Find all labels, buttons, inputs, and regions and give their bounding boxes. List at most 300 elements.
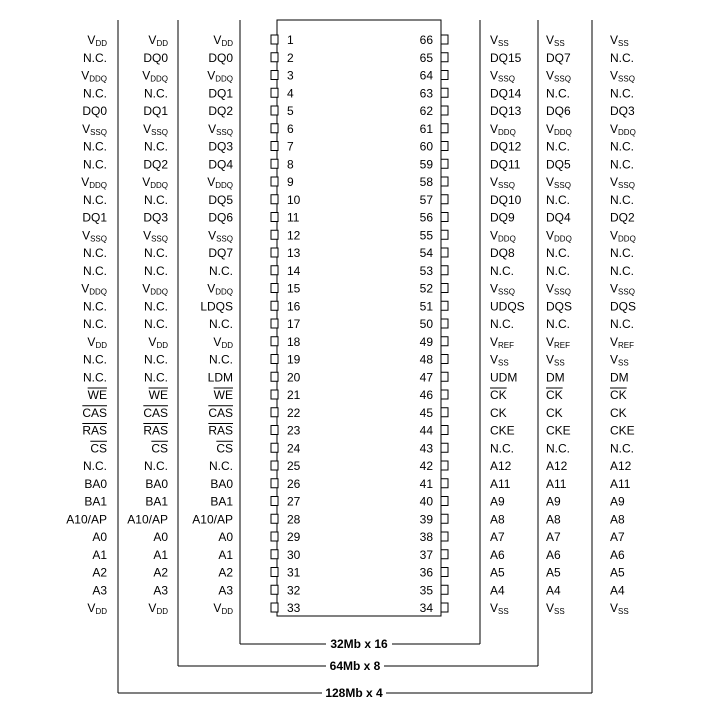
signal-x4-left: N.C.: [83, 157, 107, 172]
config-label-x8: 64Mb x 8: [329, 659, 381, 673]
signal-x4-right: VSSQ: [610, 68, 635, 84]
signal-x8-right: A6: [546, 547, 561, 562]
signal-x8-left: RAS: [143, 423, 168, 438]
pin-number-right: 46: [419, 388, 433, 402]
signal-x8-right: DQ6: [546, 104, 571, 118]
pin-number-right: 47: [419, 370, 433, 385]
signal-x16-left: BA1: [210, 494, 233, 509]
signal-x4-left: CS: [90, 441, 107, 456]
pin-marker-left: [271, 248, 278, 257]
signal-x4-left: N.C.: [83, 370, 107, 385]
signal-x16-left: DQ1: [208, 86, 233, 101]
signal-x16-left: A0: [218, 530, 233, 544]
pin-marker-left: [271, 159, 278, 168]
pin-marker-right: [441, 124, 448, 133]
signal-x16-right: A6: [490, 547, 505, 562]
signal-x8-right: N.C.: [546, 263, 570, 278]
signal-x16-right: UDQS: [490, 299, 525, 314]
pin-marker-left: [271, 390, 278, 399]
signal-x8-left: CAS: [143, 405, 168, 420]
signal-x8-left: DQ1: [143, 104, 168, 118]
signal-x16-left: VDDQ: [207, 68, 233, 84]
pin-marker-right: [441, 195, 448, 204]
pin-marker-left: [271, 284, 278, 293]
signal-x4-right: A9: [610, 494, 625, 509]
pin-marker-left: [271, 35, 278, 44]
signal-x4-left: N.C.: [83, 263, 107, 278]
signal-x4-right: VREF: [610, 334, 635, 350]
signal-x8-left: VDDQ: [142, 175, 168, 190]
signal-x16-right: VREF: [490, 334, 515, 350]
signal-x8-right: A5: [546, 565, 561, 580]
signal-x4-left: VDDQ: [81, 281, 107, 297]
signal-x8-right: VSSQ: [546, 281, 571, 297]
signal-x4-right: N.C.: [610, 139, 634, 154]
pin-marker-left: [271, 124, 278, 133]
signal-x8-left: DQ0: [143, 50, 168, 65]
signal-x16-left: DQ2: [208, 104, 233, 118]
pin-number-left: 3: [287, 68, 294, 83]
signal-x16-right: A8: [490, 512, 505, 527]
signal-x16-left: CS: [216, 441, 233, 456]
signal-x16-right: N.C.: [490, 263, 514, 278]
signal-x16-right: DQ14: [490, 86, 522, 101]
signal-x4-right: A11: [610, 476, 631, 491]
signal-x8-left: N.C.: [144, 263, 168, 278]
pin-number-right: 51: [419, 299, 433, 314]
pin-number-left: 20: [287, 370, 301, 385]
signal-x16-right: A5: [490, 565, 505, 580]
signal-x4-left: RAS: [82, 423, 107, 438]
pin-marker-right: [441, 426, 448, 435]
signal-x4-left: VDD: [87, 334, 107, 350]
signal-x8-right: VDDQ: [546, 228, 572, 244]
signal-x16-left: DQ7: [208, 246, 233, 260]
signal-x8-right: CK: [546, 405, 563, 420]
signal-x8-left: DQ2: [143, 157, 168, 172]
pin-number-right: 45: [419, 405, 433, 420]
pin-marker-right: [441, 106, 448, 115]
signal-x4-right: A8: [610, 512, 625, 527]
signal-x8-right: DQ5: [546, 157, 571, 172]
signal-x16-left: A1: [218, 547, 233, 562]
signal-x16-right: DQ15: [490, 50, 522, 65]
signal-x16-right: CKE: [490, 423, 515, 438]
signal-x4-right: N.C.: [610, 50, 634, 65]
pin-number-right: 48: [419, 352, 433, 367]
pin-number-right: 60: [419, 139, 433, 154]
pin-number-left: 24: [287, 441, 301, 456]
pin-marker-left: [271, 195, 278, 204]
pin-number-left: 18: [287, 334, 301, 349]
pin-marker-right: [441, 337, 448, 346]
signal-x8-left: WE: [148, 388, 168, 402]
signal-x16-left: N.C.: [209, 352, 233, 367]
pin-number-right: 39: [419, 512, 433, 527]
pin-number-right: 65: [419, 50, 433, 65]
signal-x8-left: BA0: [145, 476, 168, 491]
signal-x4-right: DQ3: [610, 104, 635, 118]
signal-x16-left: VDD: [213, 601, 233, 616]
signal-x4-right: CK: [610, 405, 627, 420]
pin-marker-left: [271, 355, 278, 364]
pin-marker-right: [441, 88, 448, 97]
signal-x8-right: DM: [546, 370, 565, 385]
pin-numbers: [287, 33, 433, 615]
pin-number-right: 34: [419, 601, 433, 615]
pin-number-left: 2: [287, 50, 294, 65]
pin-number-right: 59: [419, 157, 433, 172]
signal-x8-right: VSS: [546, 601, 565, 616]
signal-x4-left: A0: [92, 530, 107, 544]
signal-x16-left: LDM: [207, 370, 233, 385]
signal-x16-right: VSS: [490, 601, 509, 616]
pin-number-left: 28: [287, 512, 301, 527]
signal-x8-right: A12: [546, 459, 568, 473]
pin-number-left: 13: [287, 246, 301, 260]
pin-marker-right: [441, 585, 448, 594]
signal-x8-right: A8: [546, 512, 561, 527]
pin-number-right: 50: [419, 317, 433, 331]
pin-number-left: 19: [287, 352, 301, 367]
signal-x8-right: DQ7: [546, 50, 571, 65]
pin-number-left: 9: [287, 175, 294, 189]
signal-x8-right: VDDQ: [546, 121, 572, 137]
pin-number-left: 14: [287, 263, 301, 278]
signal-x16-right: N.C.: [490, 441, 514, 456]
signal-x8-left: N.C.: [144, 317, 168, 331]
signal-x8-right: CK: [546, 388, 563, 402]
pin-marker-left: [271, 301, 278, 310]
signal-x16-right: VSSQ: [490, 175, 515, 190]
signal-x16-left: VSSQ: [208, 121, 233, 137]
signal-x4-right: VSS: [610, 601, 629, 616]
pin-marker-left: [271, 266, 278, 275]
signal-x4-left: N.C.: [83, 50, 107, 65]
signal-x16-right: VSSQ: [490, 281, 515, 297]
signal-x16-right: VSS: [490, 33, 509, 48]
pin-number-left: 16: [287, 299, 301, 314]
signal-x4-left: N.C.: [83, 139, 107, 154]
signal-x4-right: VSSQ: [610, 281, 635, 297]
pin-number-right: 66: [419, 33, 433, 47]
signal-x8-right: DQ4: [546, 210, 571, 225]
signal-x4-left: A3: [92, 583, 107, 598]
signal-x4-right: A6: [610, 547, 625, 562]
signal-x16-left: VDDQ: [207, 281, 233, 297]
signal-x8-left: A0: [153, 530, 168, 544]
signal-x8-left: VDDQ: [142, 281, 168, 297]
pin-number-right: 35: [419, 583, 433, 598]
pin-number-right: 53: [419, 263, 433, 278]
pin-marker-right: [441, 390, 448, 399]
pin-marker-left: [271, 213, 278, 222]
signal-x8-left: N.C.: [144, 246, 168, 260]
signal-x4-left: N.C.: [83, 192, 107, 207]
signal-x8-right: A4: [546, 583, 561, 598]
signal-x8-left: N.C.: [144, 192, 168, 207]
signal-x4-right: N.C.: [610, 192, 634, 207]
pin-marker-left: [271, 497, 278, 506]
pin-marker-left: [271, 106, 278, 115]
signal-x8-left: N.C.: [144, 299, 168, 314]
signal-x16-right: DQ10: [490, 192, 522, 207]
signal-x4-left: N.C.: [83, 299, 107, 314]
signal-x8-right: N.C.: [546, 86, 570, 101]
pin-marker-left: [271, 337, 278, 346]
pin-number-left: 29: [287, 530, 301, 544]
pin-marker-right: [441, 497, 448, 506]
signal-x16-right: DQ12: [490, 139, 522, 154]
pin-marker-right: [441, 408, 448, 417]
signal-x4-left: DQ1: [82, 210, 107, 225]
pin-number-left: 25: [287, 459, 301, 473]
signal-x8-right: A7: [546, 530, 561, 544]
signal-x16-right: N.C.: [490, 317, 514, 331]
signal-x4-right: A5: [610, 565, 625, 580]
pin-number-left: 23: [287, 423, 301, 438]
signal-x16-right: VDDQ: [490, 121, 516, 137]
pin-number-right: 36: [419, 565, 433, 580]
pin-marker-right: [441, 213, 448, 222]
signal-x16-right: UDM: [490, 370, 518, 385]
pin-marker-left: [271, 88, 278, 97]
signal-x4-left: VDD: [87, 601, 107, 616]
signal-x8-right: VREF: [546, 334, 571, 350]
pin-marker-left: [271, 514, 278, 523]
pin-number-left: 17: [287, 317, 301, 331]
signal-x4-left: VSSQ: [82, 228, 107, 244]
pin-number-right: 42: [419, 459, 433, 473]
signal-x16-left: VDDQ: [207, 175, 233, 190]
signal-x16-left: WE: [213, 388, 233, 402]
pin-marker-right: [441, 230, 448, 239]
signal-x4-left: A1: [92, 547, 107, 562]
pin-marker-right: [441, 142, 448, 151]
pin-marker-right: [441, 248, 448, 257]
signal-x16-left: A2: [218, 565, 233, 580]
signal-x16-left: DQ5: [208, 192, 233, 207]
signal-x8-left: A2: [153, 565, 168, 580]
signal-x16-left: LDQS: [200, 299, 233, 314]
signal-x8-left: N.C.: [144, 139, 168, 154]
pin-marker-left: [271, 372, 278, 381]
pin-number-left: 31: [287, 565, 301, 580]
signal-x4-left: VDD: [87, 33, 107, 48]
signal-x8-left: A3: [153, 583, 168, 598]
signal-x4-left: DQ0: [82, 104, 107, 118]
signal-x8-right: N.C.: [546, 139, 570, 154]
signal-x4-left: A2: [92, 565, 107, 580]
pin-number-right: 43: [419, 441, 433, 456]
signal-x8-right: A9: [546, 494, 561, 509]
pin-number-left: 10: [287, 192, 301, 207]
signal-x8-right: VSS: [546, 33, 565, 48]
pin-marker-right: [441, 479, 448, 488]
pin-number-right: 62: [419, 104, 433, 118]
signal-x8-right: VSSQ: [546, 175, 571, 190]
signal-x8-right: CKE: [546, 423, 571, 438]
signal-x8-right: VSS: [546, 352, 565, 368]
signal-x16-left: A10/AP: [192, 512, 233, 527]
signal-x16-right: VSS: [490, 352, 509, 368]
signal-x4-right: DQ2: [610, 210, 635, 225]
pin-marker-right: [441, 159, 448, 168]
signal-x16-left: BA0: [210, 476, 233, 491]
signal-x8-left: VDD: [148, 33, 168, 48]
signal-x4-right: N.C.: [610, 317, 634, 331]
signal-x4-right: A7: [610, 530, 625, 544]
pin-number-right: 56: [419, 210, 433, 225]
pin-number-left: 1: [287, 33, 294, 47]
signal-x4-left: N.C.: [83, 86, 107, 101]
signal-x16-right: A9: [490, 494, 505, 509]
pin-number-right: 41: [419, 476, 433, 491]
pin-marker-right: [441, 372, 448, 381]
signal-x4-right: DM: [610, 370, 629, 385]
signal-x4-left: BA1: [84, 494, 107, 509]
pin-marker-left: [271, 53, 278, 62]
signal-x16-right: DQ11: [490, 157, 521, 172]
pin-marker-left: [271, 230, 278, 239]
signal-x8-left: VDD: [148, 334, 168, 350]
pin-marker-right: [441, 35, 448, 44]
signal-x4-right: VDDQ: [610, 121, 636, 137]
pin-marker-right: [441, 461, 448, 470]
signal-x4-left: VDDQ: [81, 68, 107, 84]
pin-marker-left: [271, 426, 278, 435]
signal-x16-left: N.C.: [209, 263, 233, 278]
signal-x4-right: VDDQ: [610, 228, 636, 244]
signal-x16-left: N.C.: [209, 459, 233, 473]
pin-number-left: 22: [287, 405, 301, 420]
signal-x4-right: VSS: [610, 33, 629, 48]
pin-marker-right: [441, 71, 448, 80]
signal-x16-left: DQ0: [208, 50, 233, 65]
signal-x16-right: VDDQ: [490, 228, 516, 244]
signal-x4-left: N.C.: [83, 246, 107, 260]
signal-x16-right: CK: [490, 405, 507, 420]
signal-x16-right: CK: [490, 388, 507, 402]
signal-x4-left: WE: [87, 388, 107, 402]
signal-x16-left: DQ3: [208, 139, 233, 154]
pin-number-right: 37: [419, 547, 433, 562]
signal-x16-left: RAS: [208, 423, 233, 438]
signal-x8-left: BA1: [145, 494, 168, 509]
pin-marker-left: [271, 71, 278, 80]
signal-x4-right: CK: [610, 388, 627, 402]
signal-x4-left: A10/AP: [66, 512, 107, 527]
pin-number-right: 63: [419, 86, 433, 101]
pin-number-left: 15: [287, 281, 301, 296]
signal-x4-left: VSSQ: [82, 121, 107, 137]
pin-marker-left: [271, 461, 278, 470]
pin-number-left: 8: [287, 157, 294, 172]
signal-x8-left: A10/AP: [127, 512, 168, 527]
pin-number-right: 52: [419, 281, 433, 296]
pin-marker-left: [271, 443, 278, 452]
pin-marker-left: [271, 408, 278, 417]
pin-number-right: 44: [419, 423, 433, 438]
signal-x4-right: N.C.: [610, 246, 634, 260]
pin-number-right: 61: [419, 121, 433, 136]
pin-number-left: 27: [287, 494, 301, 509]
signal-x4-right: N.C.: [610, 86, 634, 101]
signal-x16-right: DQ9: [490, 210, 515, 225]
pin-marker-left: [271, 177, 278, 186]
signal-x16-left: A3: [218, 583, 233, 598]
signal-x4-right: A12: [610, 459, 632, 473]
signal-x8-left: VDD: [148, 601, 168, 616]
signal-x8-left: VDDQ: [142, 68, 168, 84]
signal-x8-right: N.C.: [546, 441, 570, 456]
pin-marker-right: [441, 603, 448, 612]
signal-x4-right: VSS: [610, 352, 629, 368]
pin-number-right: 40: [419, 494, 433, 509]
signal-x8-right: N.C.: [546, 317, 570, 331]
signal-x8-right: VSSQ: [546, 68, 571, 84]
signal-x8-left: N.C.: [144, 86, 168, 101]
pin-number-right: 38: [419, 530, 433, 544]
pin-number-left: 6: [287, 121, 294, 136]
signal-x16-right: DQ13: [490, 104, 522, 118]
pin-number-left: 7: [287, 139, 294, 154]
signal-x8-left: N.C.: [144, 352, 168, 367]
pin-number-left: 21: [287, 388, 301, 402]
signal-x16-left: DQ4: [208, 157, 233, 172]
signal-x8-right: N.C.: [546, 246, 570, 260]
signal-labels: [66, 33, 636, 616]
signal-x16-right: A4: [490, 583, 505, 598]
signal-x8-left: CS: [151, 441, 168, 456]
pin-marker-left: [271, 603, 278, 612]
pin-marker-right: [441, 266, 448, 275]
signal-x8-right: DQS: [546, 299, 573, 314]
signal-x4-right: DQS: [610, 299, 637, 314]
signal-x16-right: DQ8: [490, 246, 515, 260]
pin-number-left: 5: [287, 104, 294, 118]
signal-x8-left: VSSQ: [143, 228, 168, 244]
signal-x4-left: N.C.: [83, 459, 107, 473]
config-label-x4: 128Mb x 4: [325, 686, 383, 700]
signal-x16-left: VDD: [213, 334, 233, 350]
signal-x16-left: N.C.: [209, 317, 233, 331]
signal-x16-left: DQ6: [208, 210, 233, 225]
signal-x4-right: N.C.: [610, 263, 634, 278]
signal-x16-right: A7: [490, 530, 505, 544]
pin-number-right: 58: [419, 175, 433, 189]
pin-number-right: 54: [419, 246, 433, 260]
pin-marker-right: [441, 319, 448, 328]
signal-x4-right: N.C.: [610, 157, 634, 172]
signal-x4-left: CAS: [82, 405, 107, 420]
pin-marker-right: [441, 301, 448, 310]
pin-marker-right: [441, 550, 448, 559]
pin-marker-right: [441, 284, 448, 293]
signal-x8-left: VSSQ: [143, 121, 168, 137]
pin-number-left: 12: [287, 228, 301, 243]
signal-x8-left: DQ3: [143, 210, 168, 225]
signal-x4-right: N.C.: [610, 441, 634, 456]
package-body: [277, 20, 441, 616]
pin-marker-left: [271, 142, 278, 151]
pin-marker-left: [271, 585, 278, 594]
signal-x16-left: CAS: [208, 405, 233, 420]
pin-marker-left: [271, 479, 278, 488]
config-brackets: [118, 20, 592, 693]
pin-number-right: 49: [419, 334, 433, 349]
pin-marker-left: [271, 550, 278, 559]
